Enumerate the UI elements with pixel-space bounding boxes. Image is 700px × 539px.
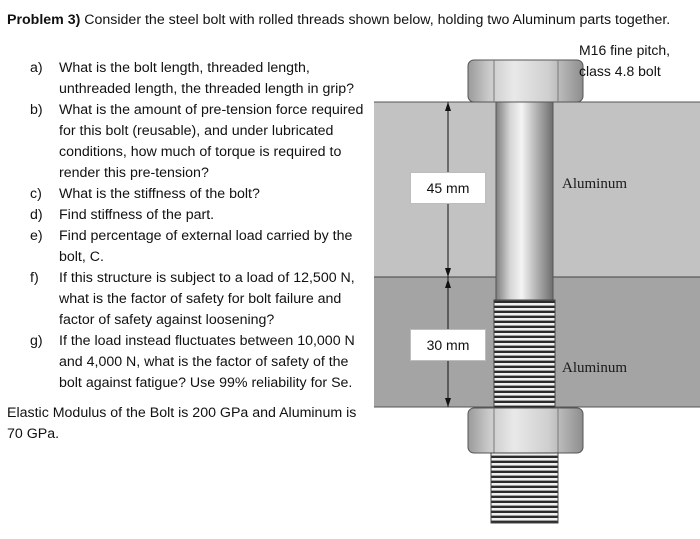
question-f [30,268,370,331]
material-label-bottom: Aluminum [562,360,628,376]
dimension-label-bottom: 30 mm [410,329,486,361]
question-text: What is the bolt length, threaded length, unthreaded length, the threaded length in grip? [59,60,355,97]
question-a [30,58,370,100]
question-label: g) [30,333,43,349]
question-list [30,58,370,394]
question-text: Find percentage of external load carried by the bolt, C. [59,228,353,265]
hex-nut [468,408,583,453]
material-label-top: Aluminum [562,176,628,192]
bolt-threads [494,300,555,408]
bolt-shank [496,102,553,300]
bolt-head [468,60,583,102]
question-c [30,184,370,205]
question-label: d) [30,207,43,223]
question-g [30,331,370,394]
bolt-assembly-drawing [368,38,700,539]
question-label: e) [30,228,43,244]
question-text: If the load instead fluctuates between 10,000 N and 4,000 N, what is the factor of safety of the bolt against fatigue? Use 99% reliability for Se. [59,333,355,391]
question-d [30,205,370,226]
question-text: What is the amount of pre-tension force required for this bolt (reusable), and under lubricated conditions, how much of torque is required to render this pre-tension? [59,102,364,181]
bolt-spec-note: M16 fine pitch, class 4.8 bolt [579,42,671,79]
question-label: b) [30,102,43,118]
question-e [30,226,370,268]
problem-title: Problem 3) [7,12,81,28]
question-text: What is the stiffness of the bolt? [59,186,260,202]
question-b [30,100,370,184]
problem-header [7,10,687,31]
bolt-protruding-threads [491,453,558,523]
question-text: Find stiffness of the part. [59,207,215,223]
material-properties-note: Elastic Modulus of the Bolt is 200 GPa and Aluminum is 70 GPa. [7,405,357,442]
dimension-label-top: 45 mm [410,172,486,204]
question-text: If this structure is subject to a load of 12,500 N, what is the factor of safety for bolt failure and factor of safety against loosening? [59,270,355,328]
question-label: c) [30,186,42,202]
question-label: a) [30,60,43,76]
bolt-figure [368,38,700,539]
problem-intro: Consider the steel bolt with rolled threads shown below, holding two Aluminum parts together. [80,12,671,28]
question-label: f) [30,270,39,286]
